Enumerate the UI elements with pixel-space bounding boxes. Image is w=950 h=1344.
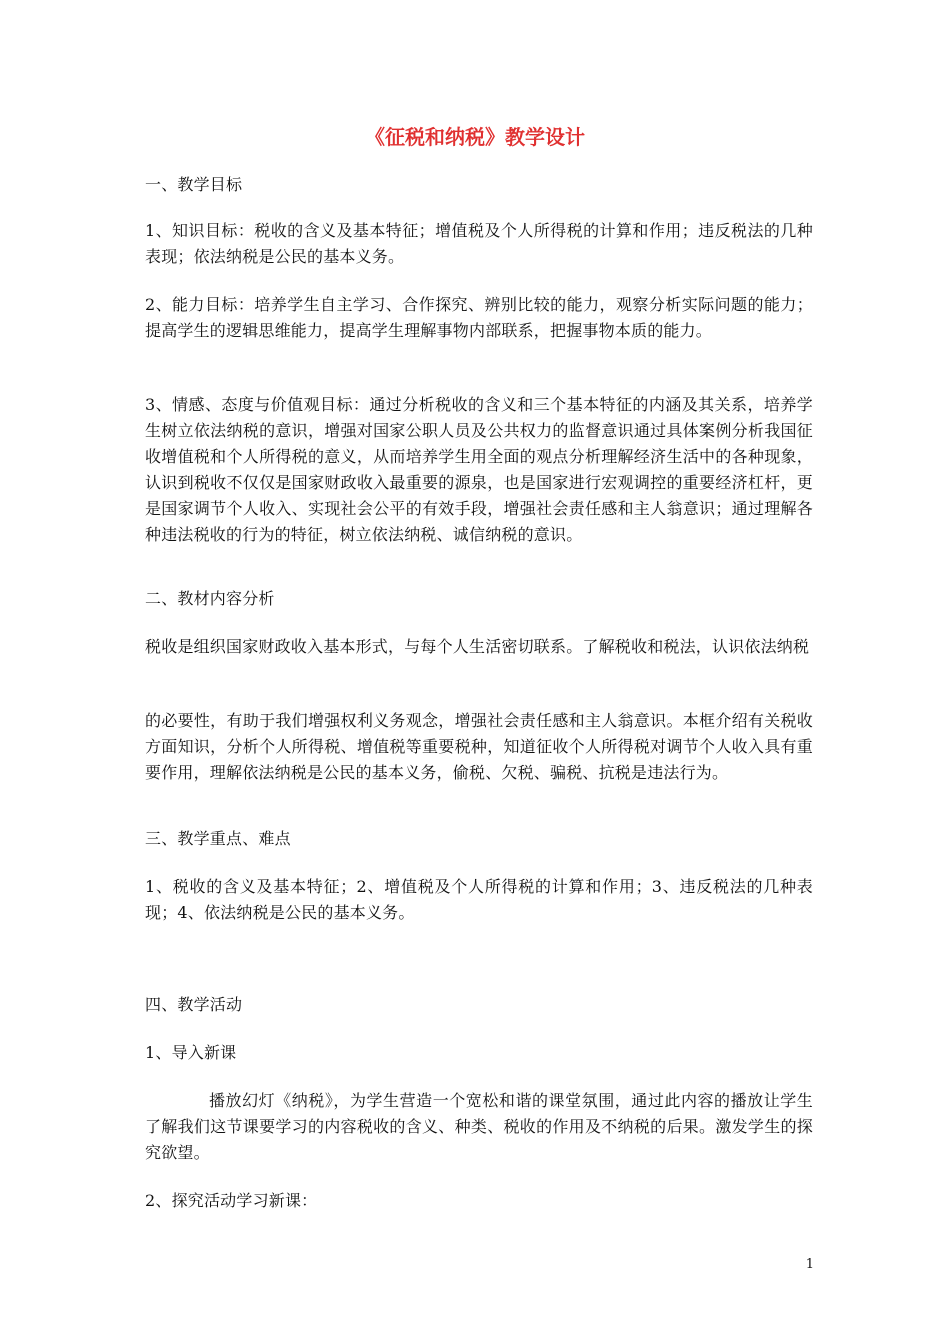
paragraph-ability-goal: 2、能力目标：培养学生自主学习、合作探究、辨别比较的能力，观察分析实际问题的能力；提高学生的逻辑思维能力，提高学生理解事物内部联系，把握事物本质的能力。 [145, 295, 813, 340]
paragraph-analysis-1: 税收是组织国家财政收入基本形式，与每个人生活密切联系。了解税收和税法，认识依法纳税 [145, 637, 810, 656]
document-title: 《征税和纳税》教学设计 [365, 125, 585, 149]
paragraph-key-points: 1、税收的含义及基本特征；2、增值税及个人所得税的计算和作用；3、违反税法的几种表现；4、依法纳税是公民的基本义务。 [145, 877, 813, 922]
paragraph-introduction: 播放幻灯《纳税》，为学生营造一个宽松和谐的课堂氛围，通过此内容的播放让学生了解我们这节课要学习的内容税收的含义、种类、税收的作用及不纳税的后果。激发学生的探究欲望。 [145, 1091, 813, 1162]
paragraph-analysis-2: 的必要性，有助于我们增强权利义务观念，增强社会责任感和主人翁意识。本框介绍有关税收方面知识，分析个人所得税、增值税等重要税种，知道征收个人所得税对调节个人收入具有重要作用，理解依法纳税是公民的基本义务，偷税、欠税、骗税、抗税是违法行为。 [145, 711, 813, 782]
paragraph-attitude-goal: 3、情感、态度与价值观目标：通过分析税收的含义和三个基本特征的内涵及其关系，培养学生树立依法纳税的意识，增强对国家公职人员及公共权力的监督意识通过具体案例分析我国征收增值税和个人所得税的意义，从而培养学生用全面的观点分析理解经济生活中的各种现象，认识到税收不仅仅是国家财政收入最重要的源泉，也是国家进行宏观调控的重要经济杠杆，更是国家调节个人收入、实现社会公平的有效手段，增强社会责任感和主人翁意识；通过理解各种违法税收的行为的特征，树立依法纳税、诚信纳税的意识。 [145, 395, 813, 544]
subheading-introduction: 1、导入新课 [145, 1043, 237, 1062]
section-heading-content-analysis: 二、教材内容分析 [145, 589, 275, 608]
subheading-exploration: 2、探究活动学习新课： [145, 1191, 318, 1210]
section-heading-teaching-goals: 一、教学目标 [145, 175, 243, 194]
section-heading-teaching-activities: 四、教学活动 [145, 995, 243, 1014]
page-number: 1 [805, 1257, 814, 1272]
paragraph-knowledge-goal: 1、知识目标：税收的含义及基本特征；增值税及个人所得税的计算和作用；违反税法的几种表现；依法纳税是公民的基本义务。 [145, 221, 813, 266]
section-heading-key-points: 三、教学重点、难点 [145, 829, 291, 848]
